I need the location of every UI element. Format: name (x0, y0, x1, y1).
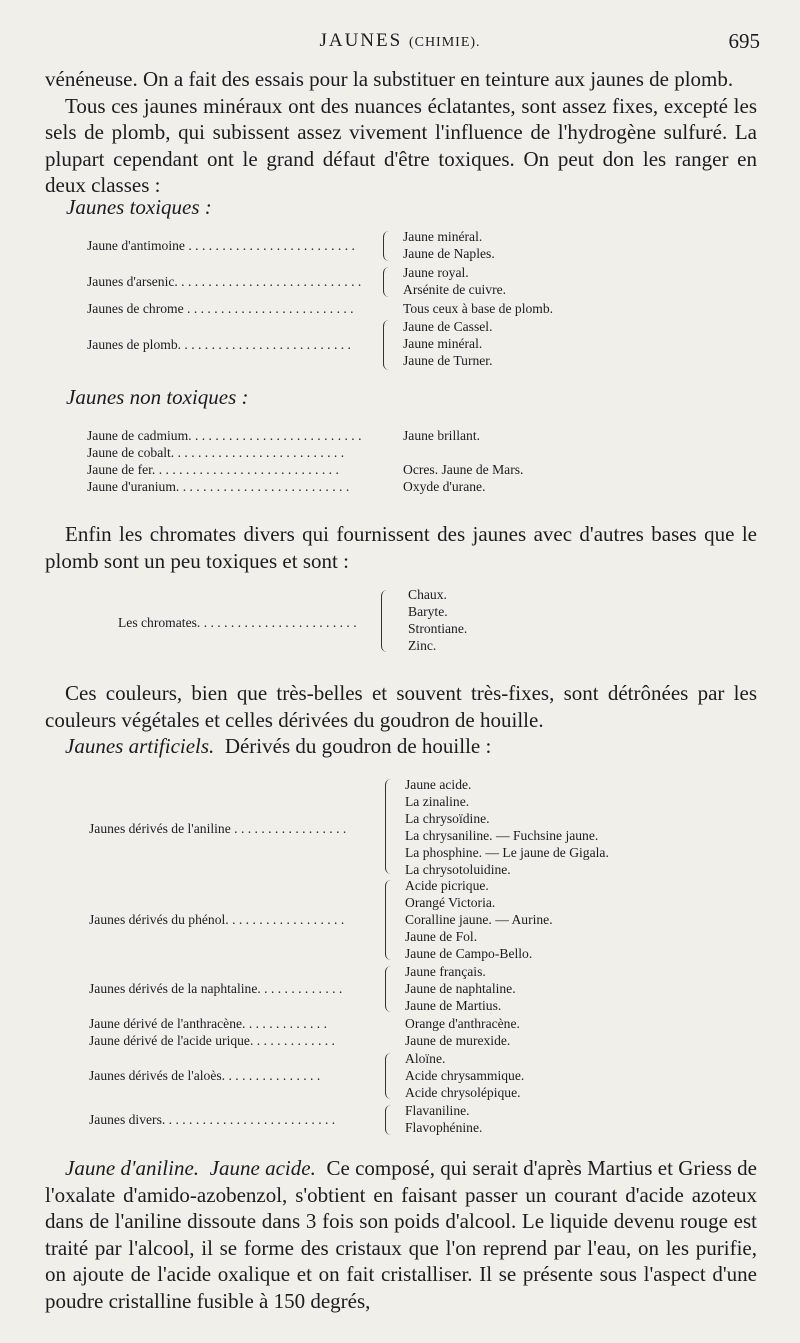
toxic-table (87, 228, 647, 372)
nontoxic-heading: Jaunes non toxiques : (66, 385, 249, 409)
artificial-table (89, 776, 649, 1138)
brace (385, 966, 400, 1012)
table-row: Jaune dérivé de l'acide urique. . . . . . . . . . . . . Jaune de murexide. (89, 1033, 511, 1048)
table-row: Jaunes dérivés de la naphtaline. . . . . . . . . . . . . Jaune français. Jaune de naphtaline. Jaune de Martius. (89, 964, 516, 1013)
brace (385, 779, 400, 874)
chromates-table (118, 586, 678, 656)
artificial-paragraph: Ces couleurs, bien que très-belles et souvent très-fixes, sont détrônées par les couleurs végétales et celles dérivées du goudron de houille. Jaunes artificiels. Dérivés du goudron de houille : (45, 681, 757, 758)
table-row: Jaune de fer. . . . . . . . . . . . . . . . . . . . . . . . . . . . Ocres. Jaune de Mars. (87, 462, 524, 477)
table-row: Jaune dérivé de l'anthracène. . . . . . . . . . . . . Orange d'anthracène. (89, 1016, 520, 1031)
running-header (0, 22, 800, 52)
toxic-heading: Jaunes toxiques : (66, 195, 212, 219)
table-row: Jaunes dérivés de l'aloès. . . . . . . . . . . . . . . Aloïne. Acide chrysammique. Acide chrysolépique. (89, 1051, 525, 1100)
table-row: Les chromates. . . . . . . . . . . . . . . . . . . . . . . . Chaux. Baryte. Strontiane. Zinc. (118, 587, 468, 653)
table-row: Jaune d'uranium. . . . . . . . . . . . . . . . . . . . . . . . . . Oxyde d'urane. (87, 479, 486, 494)
brace (381, 590, 396, 652)
table-row: Jaunes d'arsenic. . . . . . . . . . . . . . . . . . . . . . . . . . . . Jaune royal. Arsénite de cuivre. (87, 265, 507, 297)
table-row: Jaunes dérivés du phénol. . . . . . . . . . . . . . . . . . Acide picrique. Orangé Victoria. Coralline jaune. — Aurine. Jaune de Fol. Jaune de Campo-Bello. (89, 878, 553, 961)
table-row: Jaune d'antimoine . . . . . . . . . . . . . . . . . . . . . . . . . Jaune minéral. Jaune de Naples. (87, 229, 495, 261)
brace (385, 880, 400, 960)
intro-paragraph: vénéneuse. On a fait des essais pour la substituer en teinture aux jaunes de plomb. Tous ces jaunes minéraux ont des nuances éclatantes, sont assez fixes, excepté les sels de plomb, qui subissent assez vivement l'influence de l'hydrogène sulfuré. La plupart cependant ont le grand défaut d'être toxiques. On peut don les ranger en deux classes : (45, 67, 757, 197)
brace (383, 267, 398, 297)
header-title: JAUNES (CHIMIE). (319, 30, 481, 51)
page-number: 695 (728, 29, 760, 53)
nontoxic-table (87, 427, 647, 495)
table-row: Jaune de cobalt. . . . . . . . . . . . . . . . . . . . . . . . . . (87, 445, 345, 460)
chromates-paragraph: Enfin les chromates divers qui fournissent des jaunes avec d'autres bases que le plomb sont un peu toxiques et sont : (45, 522, 757, 573)
brace (383, 231, 398, 261)
table-row: Jaunes dérivés de l'aniline . . . . . . . . . . . . . . . . . Jaune acide. La zinaline. La chrysoïdine. La chrysaniline. — Fuchsine jaune. La phosphine. — Le jaune de Gigala. La chrysotoluidine. (89, 777, 609, 877)
final-paragraph: Jaune d'aniline. Jaune acide. Ce composé, qui serait d'après Martius et Griess de l'oxalate d'amido-azobenzol, s'obtient en faisant passer un courant d'acide azoteux dans de l'aniline dissoute dans 3 fois son poids d'alcool. Le liquide devenu rouge est traité par l'alcool, il se forme des cristaux que l'on reprend par l'eau, on les purifie, on ajoute de l'acide oxalique et on fait cristalliser. Il se présente sous l'aspect d'une poudre cristalline fusible à 150 degrés, (45, 1156, 758, 1313)
table-row: Jaunes de chrome . . . . . . . . . . . . . . . . . . . . . . . . . Tous ceux à base de plomb. (87, 301, 554, 316)
table-row: Jaune de cadmium. . . . . . . . . . . . . . . . . . . . . . . . . . Jaune brillant. (87, 428, 481, 443)
brace (385, 1105, 400, 1135)
brace (383, 320, 398, 370)
table-row: Jaunes divers. . . . . . . . . . . . . . . . . . . . . . . . . . Flavaniline. Flavophénine. (89, 1103, 483, 1135)
table-row: Jaunes de plomb. . . . . . . . . . . . . . . . . . . . . . . . . . Jaune de Cassel. Jaune minéral. Jaune de Turner. (87, 319, 493, 368)
brace (385, 1053, 400, 1099)
